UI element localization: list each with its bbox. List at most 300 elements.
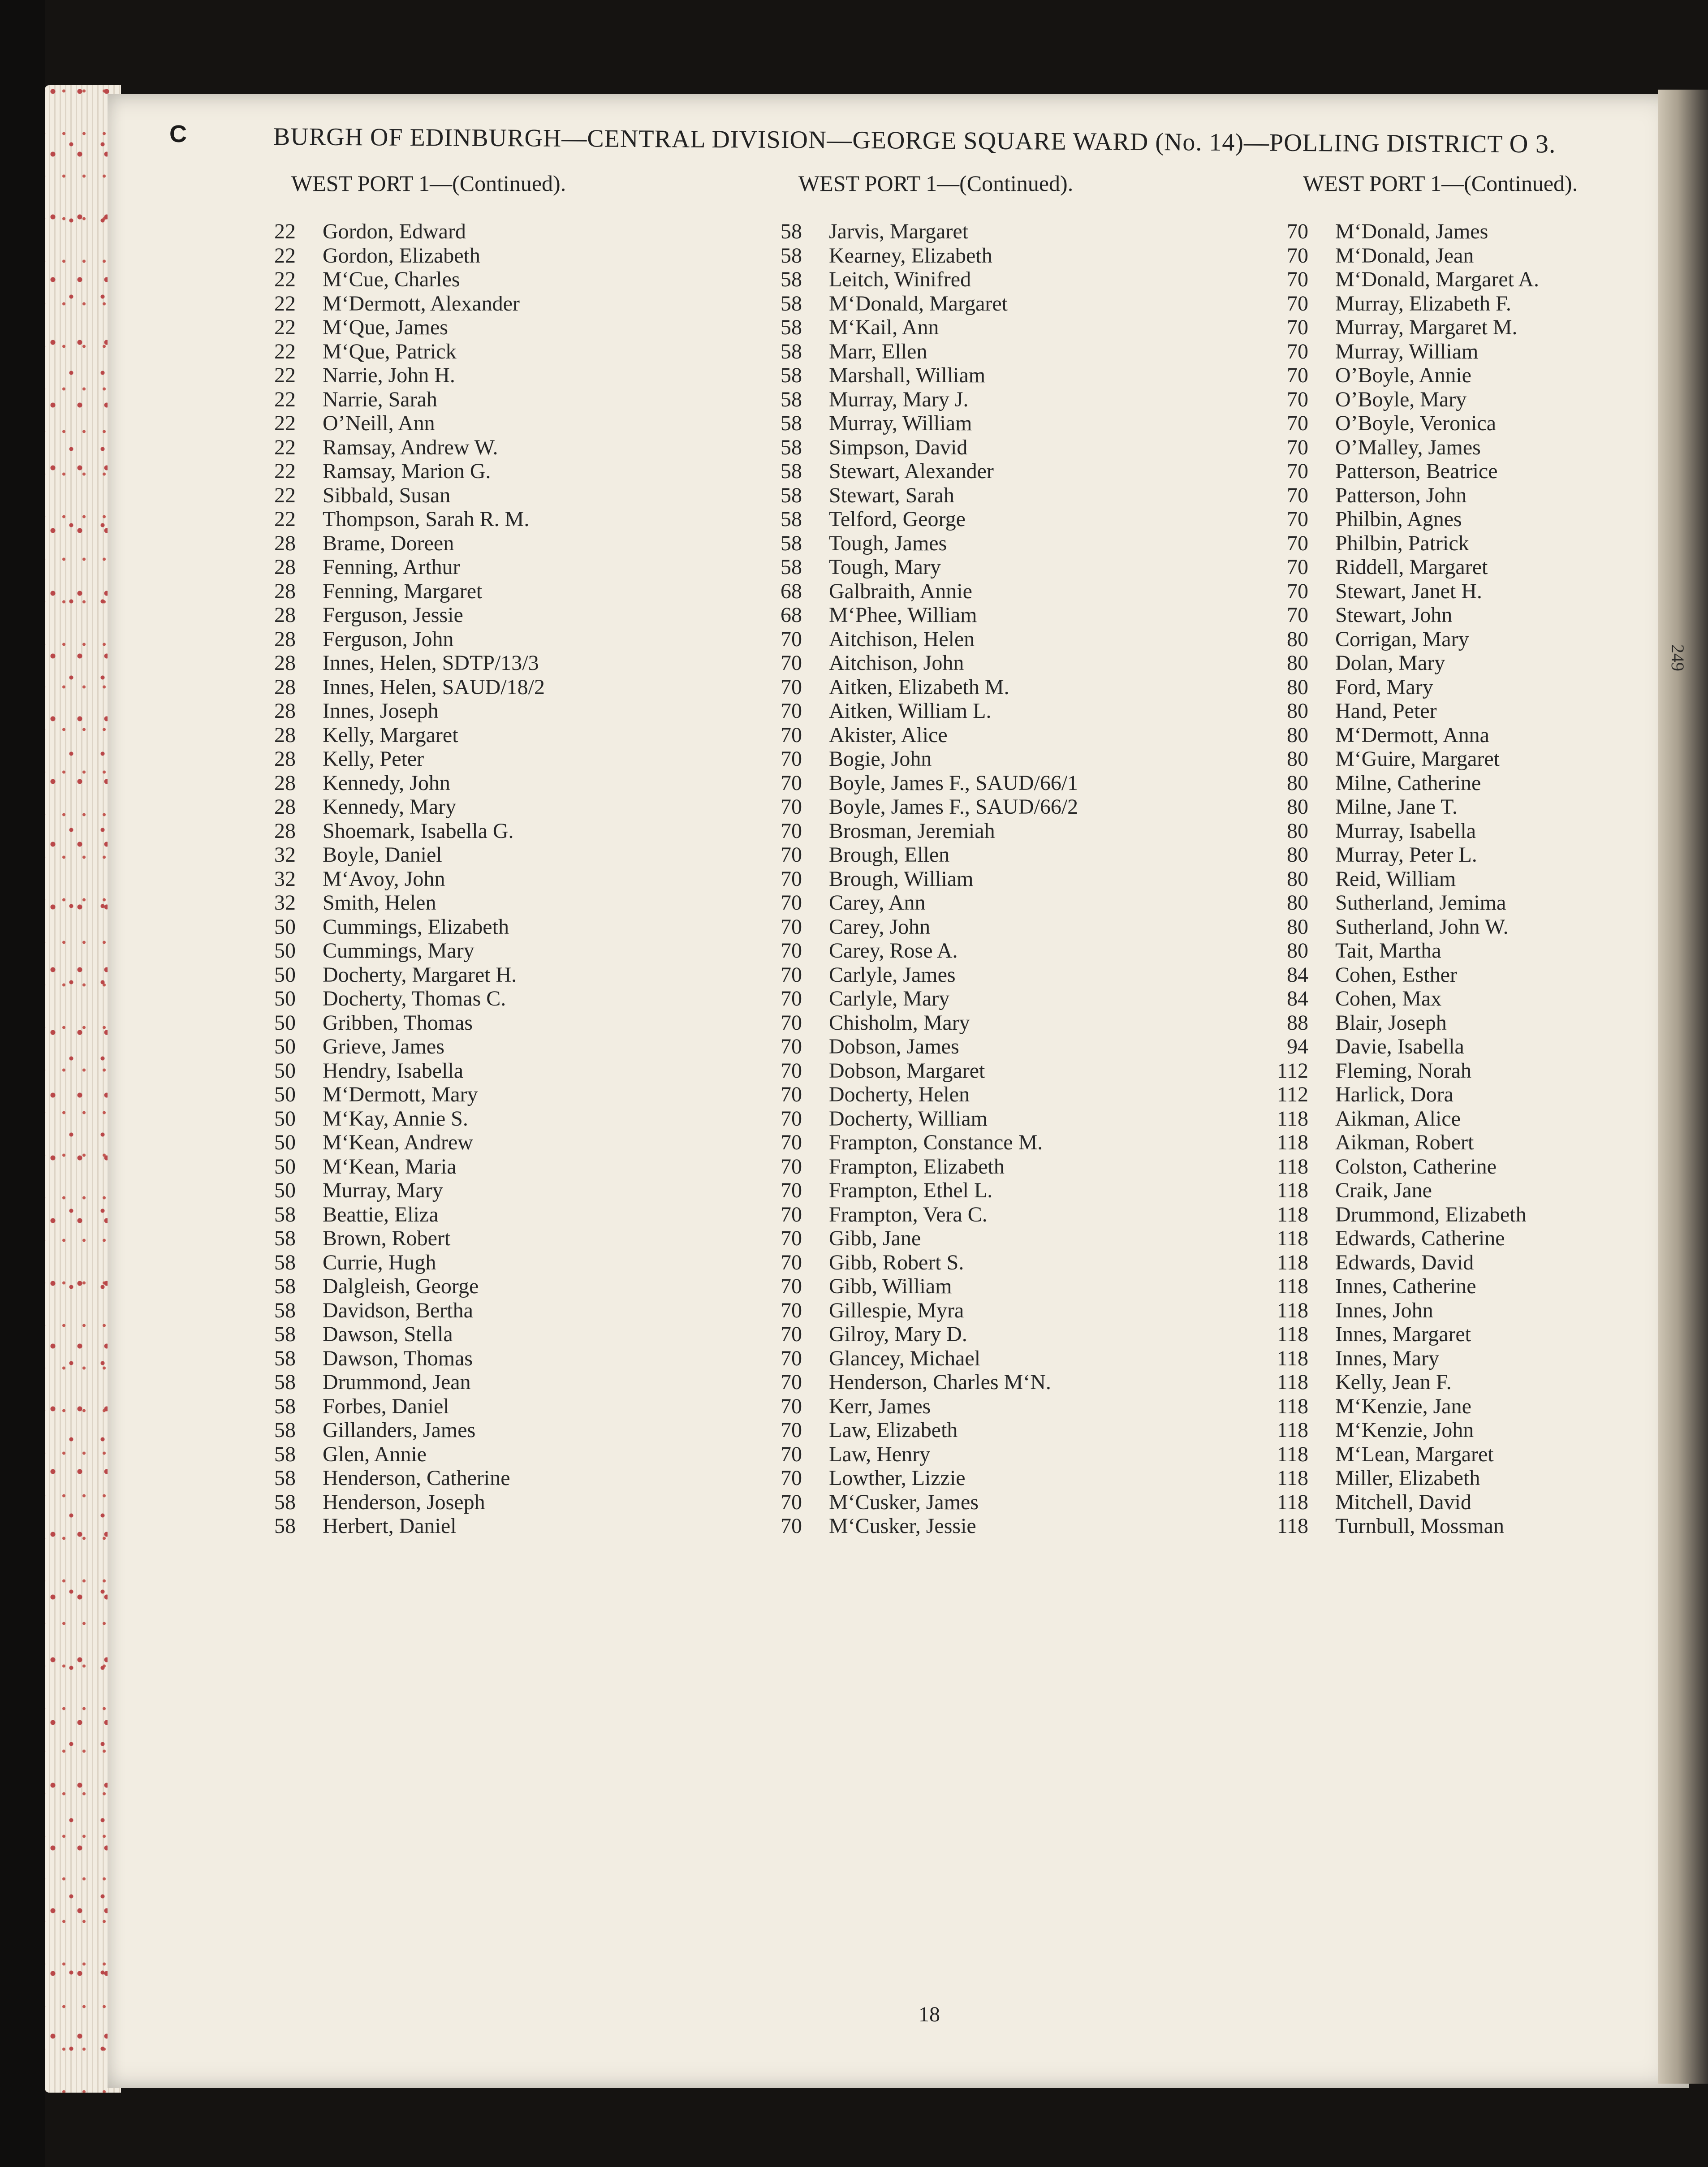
house-number: 80 — [1287, 651, 1308, 675]
section-mark: C — [169, 121, 187, 147]
voter-name: M‘Lean, Margaret — [1335, 1442, 1494, 1466]
voter-name: Ferguson, Jessie — [323, 603, 463, 627]
voter-entry — [753, 1274, 1078, 1299]
voter-name: Carey, Rose A. — [829, 939, 958, 963]
voter-name: O’Boyle, Veronica — [1335, 411, 1497, 435]
voter-entry — [753, 939, 1078, 963]
voter-name: Docherty, Thomas C. — [323, 987, 506, 1010]
page-fold-right — [1658, 90, 1708, 2084]
voter-name: Turnbull, Mossman — [1335, 1514, 1504, 1538]
house-number: 70 — [781, 1514, 802, 1538]
voter-entry — [246, 771, 545, 795]
voter-entry — [753, 1370, 1078, 1394]
voter-name: M‘Donald, Jean — [1335, 243, 1474, 268]
voter-name: M‘Donald, Margaret — [829, 291, 1008, 315]
voter-name: Brosman, Jeremiah — [829, 819, 995, 843]
voter-entry — [1259, 843, 1539, 867]
voter-name: M‘Donald, Margaret A. — [1335, 268, 1540, 291]
house-number: 80 — [1287, 795, 1308, 819]
house-number: 70 — [1287, 555, 1308, 579]
house-number: 58 — [781, 243, 802, 268]
house-number: 50 — [274, 1131, 296, 1154]
house-number: 58 — [274, 1274, 296, 1298]
voter-entry — [246, 555, 545, 579]
house-number: 70 — [781, 843, 802, 867]
voter-entry — [1259, 388, 1539, 412]
voter-entry — [1259, 531, 1539, 556]
house-number: 22 — [274, 483, 296, 507]
voter-name: M‘Kail, Ann — [829, 315, 939, 339]
voter-name: Sibbald, Susan — [323, 483, 451, 507]
house-number: 50 — [274, 987, 296, 1010]
house-number: 70 — [781, 1010, 802, 1035]
voter-name: Boyle, James F., SAUD/66/2 — [829, 795, 1078, 819]
voter-name: Aitchison, Helen — [829, 627, 975, 651]
house-number: 80 — [1287, 771, 1308, 795]
voter-entry — [753, 1155, 1078, 1179]
voter-entry — [246, 891, 545, 915]
voter-entry — [246, 1514, 545, 1538]
voter-entry — [246, 340, 545, 364]
voter-entry — [753, 1514, 1078, 1538]
voter-entry — [1259, 1466, 1539, 1490]
voter-name: Carey, John — [829, 915, 931, 939]
voter-entry — [753, 315, 1078, 340]
voter-name: Miller, Elizabeth — [1335, 1466, 1480, 1490]
voter-entry — [1259, 1251, 1539, 1275]
voter-name: Kennedy, John — [323, 771, 450, 795]
house-number: 70 — [1287, 291, 1308, 315]
house-number: 70 — [1287, 531, 1308, 555]
house-number: 80 — [1287, 699, 1308, 723]
voter-entry — [753, 1466, 1078, 1490]
voter-entry — [753, 244, 1078, 268]
voter-name: Dawson, Stella — [323, 1322, 453, 1346]
voter-name: Aitken, Elizabeth M. — [829, 675, 1009, 699]
voter-entry — [246, 1394, 545, 1419]
voter-name: Stewart, Janet H. — [1335, 579, 1482, 603]
voter-entry — [246, 747, 545, 771]
house-number: 118 — [1277, 1322, 1308, 1346]
voter-entry — [246, 268, 545, 292]
voter-name: Beattie, Eliza — [323, 1202, 439, 1226]
voter-name: Harlick, Dora — [1335, 1083, 1454, 1106]
house-number: 70 — [781, 1442, 802, 1466]
voter-name: Marr, Ellen — [829, 339, 927, 363]
voter-entry — [753, 843, 1078, 867]
voter-name: M‘Cue, Charles — [323, 268, 460, 291]
voter-name: Leitch, Winifred — [829, 268, 971, 291]
voter-entry — [1259, 555, 1539, 579]
house-number: 50 — [274, 915, 296, 939]
voter-name: Kerr, James — [829, 1394, 931, 1418]
voter-entry — [1259, 436, 1539, 460]
column-3-title: WEST PORT 1—(Continued). — [1303, 171, 1578, 196]
voter-entry — [246, 843, 545, 867]
house-number: 22 — [274, 459, 296, 483]
voter-entry — [1259, 1226, 1539, 1251]
voter-name: Henderson, Joseph — [323, 1490, 485, 1514]
voter-entry — [753, 483, 1078, 508]
voter-entry — [753, 987, 1078, 1011]
house-number: 50 — [274, 1178, 296, 1202]
voter-name: Henderson, Charles M‘N. — [829, 1370, 1051, 1394]
voter-entry — [246, 1299, 545, 1323]
voter-entry — [753, 771, 1078, 795]
voter-entry — [1259, 723, 1539, 747]
house-number: 28 — [274, 579, 296, 603]
voter-entry — [1259, 1178, 1539, 1203]
voter-name: M‘Dermott, Alexander — [323, 291, 520, 315]
voter-name: Gilroy, Mary D. — [829, 1322, 967, 1346]
voter-name: Kearney, Elizabeth — [829, 243, 992, 268]
voter-entry — [1259, 1011, 1539, 1035]
voter-name: Davie, Isabella — [1335, 1035, 1464, 1058]
voter-name: Frampton, Constance M. — [829, 1131, 1043, 1154]
voter-name: Drummond, Jean — [323, 1370, 471, 1394]
voter-entry — [246, 1226, 545, 1251]
voter-name: M‘Cusker, James — [829, 1490, 979, 1514]
voter-entry — [246, 1442, 545, 1467]
house-number: 70 — [781, 1322, 802, 1346]
house-number: 70 — [781, 819, 802, 843]
voter-name: Frampton, Elizabeth — [829, 1154, 1005, 1178]
voter-entry — [753, 1226, 1078, 1251]
house-number: 118 — [1277, 1131, 1308, 1154]
voter-name: Herbert, Daniel — [323, 1514, 457, 1538]
house-number: 70 — [781, 1083, 802, 1106]
voter-name: Drummond, Elizabeth — [1335, 1202, 1527, 1226]
house-number: 22 — [274, 507, 296, 531]
voter-entry — [1259, 1394, 1539, 1419]
voter-name: Riddell, Margaret — [1335, 555, 1488, 579]
house-number: 58 — [274, 1322, 296, 1346]
voter-name: Carlyle, Mary — [829, 987, 950, 1010]
voter-name: Murray, William — [829, 411, 972, 435]
voter-entry — [246, 939, 545, 963]
voter-name: O’Malley, James — [1335, 435, 1481, 459]
voter-entry — [1259, 292, 1539, 316]
voter-entry — [753, 1011, 1078, 1035]
voter-entry — [753, 1490, 1078, 1515]
voter-entry — [753, 915, 1078, 939]
page-number: 18 — [919, 2003, 940, 2026]
voter-name: Bogie, John — [829, 747, 932, 771]
house-number: 58 — [274, 1466, 296, 1490]
voter-entry — [246, 507, 545, 531]
house-number: 70 — [1287, 459, 1308, 483]
house-number: 22 — [274, 411, 296, 435]
voter-name: Currie, Hugh — [323, 1250, 436, 1274]
voter-name: Innes, Helen, SAUD/18/2 — [323, 675, 545, 699]
voter-entry — [246, 1370, 545, 1394]
house-number: 112 — [1277, 1083, 1308, 1106]
voter-name: Murray, Mary J. — [829, 387, 969, 411]
voter-entry — [246, 795, 545, 819]
house-number: 28 — [274, 675, 296, 699]
house-number: 70 — [1287, 411, 1308, 435]
voter-entry — [246, 436, 545, 460]
voter-name: Kelly, Jean F. — [1335, 1370, 1452, 1394]
voter-name: Simpson, David — [829, 435, 968, 459]
voter-name: Shoemark, Isabella G. — [323, 819, 514, 843]
voter-entry — [753, 1394, 1078, 1419]
voter-entry — [753, 1083, 1078, 1107]
voter-name: Boyle, James F., SAUD/66/1 — [829, 771, 1078, 795]
house-number: 70 — [781, 795, 802, 819]
voter-entry — [246, 1322, 545, 1347]
voter-name: M‘Dermott, Mary — [323, 1083, 478, 1106]
voter-entry — [246, 244, 545, 268]
voter-entry — [753, 436, 1078, 460]
voter-name: Patterson, John — [1335, 483, 1467, 507]
house-number: 58 — [781, 363, 802, 387]
house-number: 70 — [1287, 268, 1308, 291]
voter-entry — [1259, 1131, 1539, 1155]
voter-name: Gillanders, James — [323, 1418, 476, 1442]
voter-name: Kelly, Margaret — [323, 723, 458, 747]
house-number: 58 — [781, 387, 802, 411]
voter-entry — [1259, 867, 1539, 891]
voter-entry — [753, 963, 1078, 987]
house-number: 70 — [781, 1226, 802, 1250]
voter-entry — [1259, 747, 1539, 771]
voter-entry — [753, 268, 1078, 292]
voter-entry — [246, 459, 545, 483]
house-number: 70 — [1287, 435, 1308, 459]
voter-entry — [753, 292, 1078, 316]
house-number: 118 — [1277, 1298, 1308, 1322]
voter-name: Stewart, Sarah — [829, 483, 954, 507]
house-number: 118 — [1277, 1370, 1308, 1394]
voter-name: Chisholm, Mary — [829, 1010, 970, 1035]
voter-name: Blair, Joseph — [1335, 1010, 1447, 1035]
voter-entry — [753, 579, 1078, 604]
voter-entry — [1259, 1083, 1539, 1107]
voter-name: Glen, Annie — [323, 1442, 427, 1466]
voter-name: Patterson, Beatrice — [1335, 459, 1498, 483]
house-number: 28 — [274, 723, 296, 747]
house-number: 80 — [1287, 627, 1308, 651]
column-1-title: WEST PORT 1—(Continued). — [291, 171, 566, 196]
voter-entry — [1259, 1299, 1539, 1323]
voter-entry — [753, 1442, 1078, 1467]
voter-name: Murray, Elizabeth F. — [1335, 291, 1511, 315]
voter-entry — [1259, 1059, 1539, 1083]
voter-entry — [1259, 891, 1539, 915]
voter-entry — [1259, 1035, 1539, 1059]
voter-name: M‘Kean, Maria — [323, 1154, 457, 1178]
voter-name: Galbraith, Annie — [829, 579, 972, 603]
house-number: 50 — [274, 1058, 296, 1083]
house-number: 22 — [274, 363, 296, 387]
house-number: 22 — [274, 220, 296, 243]
voter-name: Frampton, Ethel L. — [829, 1178, 993, 1202]
voter-entry — [246, 1418, 545, 1442]
voter-name: Telford, George — [829, 507, 966, 531]
voter-entry — [1259, 699, 1539, 723]
house-number: 84 — [1287, 987, 1308, 1010]
voter-entry — [1259, 795, 1539, 819]
house-number: 80 — [1287, 843, 1308, 867]
voter-entry — [246, 363, 545, 388]
voter-entry — [753, 1203, 1078, 1227]
house-number: 58 — [781, 268, 802, 291]
voter-name: Innes, Catherine — [1335, 1274, 1476, 1298]
house-number: 28 — [274, 699, 296, 723]
voter-name: Sutherland, John W. — [1335, 915, 1509, 939]
voter-entry — [753, 651, 1078, 675]
voter-name: Glancey, Michael — [829, 1346, 981, 1370]
house-number: 70 — [1287, 507, 1308, 531]
house-number: 70 — [1287, 387, 1308, 411]
house-number: 80 — [1287, 819, 1308, 843]
house-number: 70 — [1287, 483, 1308, 507]
voter-name: Aitken, William L. — [829, 699, 992, 723]
voter-name: M‘Cusker, Jessie — [829, 1514, 976, 1538]
voter-name: Law, Henry — [829, 1442, 931, 1466]
house-number: 70 — [781, 939, 802, 963]
voter-name: Cohen, Max — [1335, 987, 1442, 1010]
voter-name: Gribben, Thomas — [323, 1010, 473, 1035]
house-number: 32 — [274, 891, 296, 915]
house-number: 70 — [781, 1035, 802, 1058]
voter-entry — [1259, 1322, 1539, 1347]
voter-name: Gibb, William — [829, 1274, 952, 1298]
voter-entry — [753, 555, 1078, 579]
voter-name: Milne, Catherine — [1335, 771, 1481, 795]
voter-name: M‘Kenzie, John — [1335, 1418, 1474, 1442]
voter-entry — [753, 1107, 1078, 1131]
voter-entry — [753, 363, 1078, 388]
voter-name: O’Neill, Ann — [323, 411, 435, 435]
house-number: 28 — [274, 627, 296, 651]
house-number: 70 — [781, 1466, 802, 1490]
house-number: 80 — [1287, 915, 1308, 939]
edge-page-number: 249 — [1668, 644, 1688, 671]
voter-entry — [246, 579, 545, 604]
house-number: 58 — [781, 315, 802, 339]
voter-name: Smith, Helen — [323, 891, 436, 915]
voter-entry — [753, 1035, 1078, 1059]
voter-entry — [246, 627, 545, 652]
voter-entry — [753, 699, 1078, 723]
voter-entry — [246, 1155, 545, 1179]
voter-name: Murray, William — [1335, 339, 1479, 363]
voter-name: Murray, Peter L. — [1335, 843, 1477, 867]
voter-name: Carey, Ann — [829, 891, 926, 915]
voter-entry — [246, 315, 545, 340]
voter-entry — [1259, 1490, 1539, 1515]
voter-name: Ramsay, Andrew W. — [323, 435, 498, 459]
voter-entry — [1259, 579, 1539, 604]
house-number: 28 — [274, 771, 296, 795]
voter-entry — [1259, 963, 1539, 987]
house-number: 70 — [781, 987, 802, 1010]
voter-entry — [1259, 1442, 1539, 1467]
house-number: 94 — [1287, 1035, 1308, 1058]
house-number: 118 — [1277, 1490, 1308, 1514]
house-number: 118 — [1277, 1274, 1308, 1298]
house-number: 58 — [781, 555, 802, 579]
voter-name: Henderson, Catherine — [323, 1466, 510, 1490]
house-number: 70 — [781, 771, 802, 795]
voter-entry — [1259, 220, 1539, 244]
house-number: 70 — [1287, 339, 1308, 363]
house-number: 58 — [274, 1370, 296, 1394]
house-number: 70 — [1287, 579, 1308, 603]
voter-name: M‘Phee, William — [829, 603, 977, 627]
house-number: 50 — [274, 1154, 296, 1178]
house-number: 22 — [274, 268, 296, 291]
house-number: 50 — [274, 939, 296, 963]
house-number: 70 — [781, 1250, 802, 1274]
voter-entry — [246, 1490, 545, 1515]
voter-entry — [753, 891, 1078, 915]
voter-entry — [1259, 244, 1539, 268]
column-2-title: WEST PORT 1—(Continued). — [798, 171, 1074, 196]
voter-entry — [246, 699, 545, 723]
voter-name: M‘Donald, James — [1335, 220, 1488, 243]
house-number: 70 — [781, 1394, 802, 1418]
house-number: 70 — [781, 1106, 802, 1131]
house-number: 70 — [781, 963, 802, 987]
house-number: 70 — [1287, 363, 1308, 387]
voter-entry — [246, 1131, 545, 1155]
voter-entry — [1259, 411, 1539, 436]
house-number: 50 — [274, 1035, 296, 1058]
house-number: 58 — [781, 531, 802, 555]
house-number: 28 — [274, 651, 296, 675]
voter-entry — [246, 1347, 545, 1371]
voter-entry — [246, 963, 545, 987]
house-number: 118 — [1277, 1514, 1308, 1538]
voter-name: O’Boyle, Annie — [1335, 363, 1471, 387]
house-number: 70 — [781, 675, 802, 699]
house-number: 118 — [1277, 1466, 1308, 1490]
voter-entry — [1259, 1155, 1539, 1179]
binding-shadow — [0, 0, 45, 2167]
house-number: 50 — [274, 963, 296, 987]
voter-name: M‘Kay, Annie S. — [323, 1106, 468, 1131]
house-number: 58 — [274, 1226, 296, 1250]
house-number: 80 — [1287, 891, 1308, 915]
voter-name: Lowther, Lizzie — [829, 1466, 966, 1490]
house-number: 28 — [274, 747, 296, 771]
voter-name: Mitchell, David — [1335, 1490, 1471, 1514]
voter-name: Innes, John — [1335, 1298, 1433, 1322]
voter-name: Narrie, Sarah — [323, 387, 437, 411]
house-number: 70 — [781, 915, 802, 939]
voter-entry — [246, 220, 545, 244]
voter-name: M‘Que, Patrick — [323, 339, 457, 363]
house-number: 70 — [1287, 315, 1308, 339]
voter-name: Philbin, Agnes — [1335, 507, 1462, 531]
house-number: 28 — [274, 555, 296, 579]
voter-name: Gordon, Edward — [323, 220, 466, 243]
house-number: 118 — [1277, 1106, 1308, 1131]
voter-name: Stewart, Alexander — [829, 459, 994, 483]
house-number: 70 — [1287, 220, 1308, 243]
voter-name: Tough, James — [829, 531, 947, 555]
voter-name: Murray, Margaret M. — [1335, 315, 1518, 339]
house-number: 70 — [781, 1202, 802, 1226]
voter-name: Corrigan, Mary — [1335, 627, 1469, 651]
voter-entry — [1259, 340, 1539, 364]
house-number: 58 — [781, 483, 802, 507]
voter-name: Aitchison, John — [829, 651, 964, 675]
house-number: 58 — [274, 1298, 296, 1322]
